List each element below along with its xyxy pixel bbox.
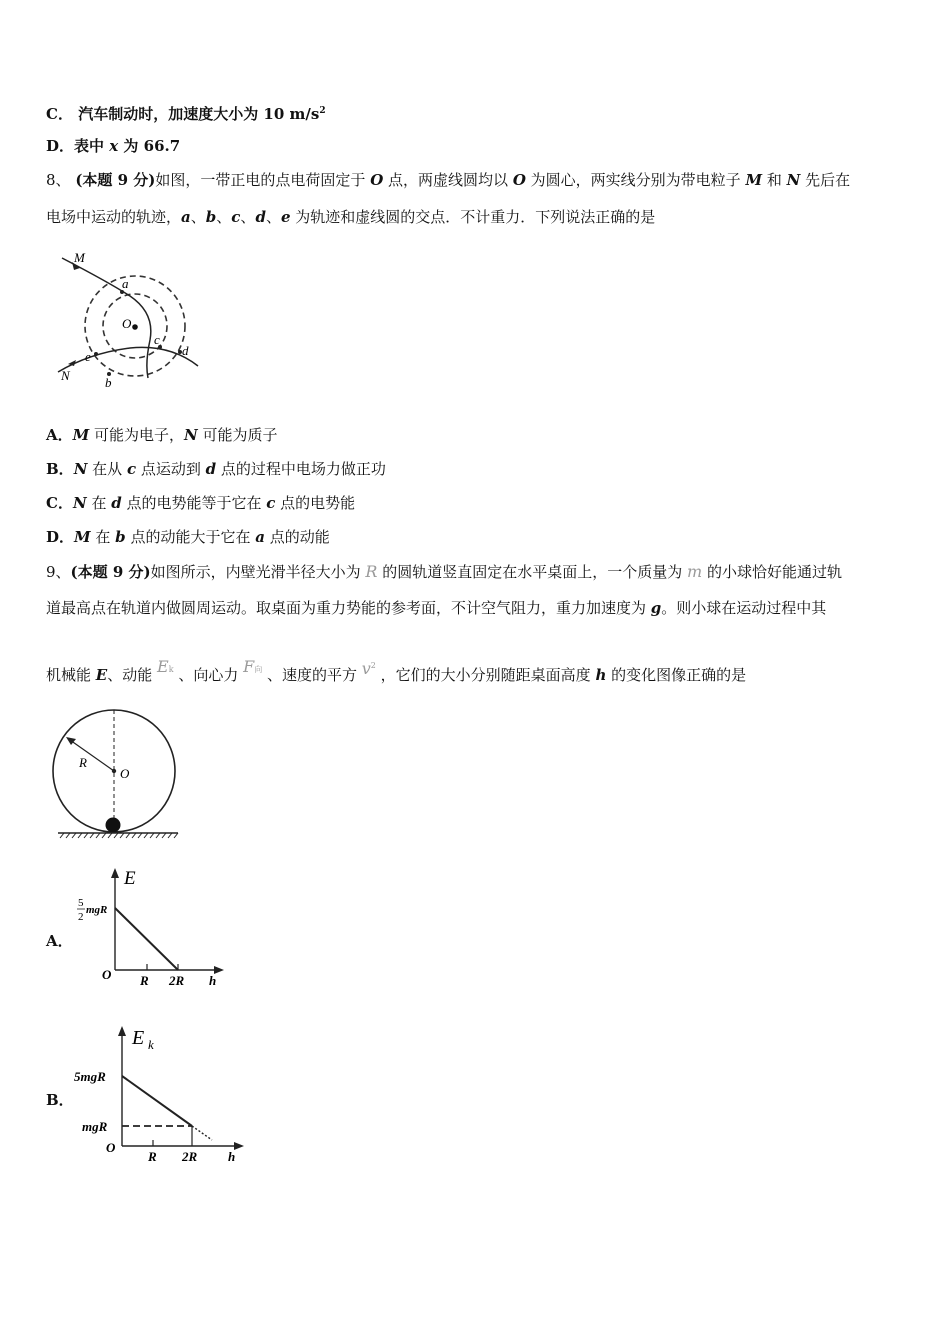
x-label: h — [209, 973, 217, 988]
x-tick-label: R — [148, 1149, 157, 1164]
variable: c — [266, 494, 276, 512]
math-superscript: 2 — [370, 661, 376, 670]
label-r: R — [79, 755, 87, 770]
q7-option-d — [46, 136, 180, 156]
radius-line — [70, 740, 114, 771]
label-o: O — [120, 766, 130, 781]
energy-line — [115, 908, 178, 970]
variable: d — [205, 460, 217, 478]
trajectory-m — [62, 258, 151, 378]
label-e: e — [85, 349, 91, 364]
variable: c — [126, 460, 137, 478]
q8-option-d — [46, 527, 330, 547]
math-var-m: m — [687, 562, 703, 581]
variable: E — [95, 666, 108, 684]
label-a: a — [122, 276, 129, 291]
option-label: B． — [46, 460, 74, 478]
stem-text: 为轨迹和虚线圆的交点．不计重力．下列说法正确的是 — [290, 208, 656, 226]
stem-text: 、动能 — [107, 666, 157, 684]
math-subscript: k — [168, 665, 174, 674]
option-label: D． — [46, 137, 75, 155]
q7-option-c — [46, 101, 326, 124]
option-text: 可能为电子， — [89, 426, 185, 444]
variable: c — [231, 208, 241, 226]
q9-stem-line2 — [46, 598, 826, 618]
variable: e — [280, 208, 291, 226]
q8-stem-line2 — [46, 207, 655, 227]
option-text: 在 — [86, 494, 112, 512]
question-score: (本题 9 分) — [70, 563, 151, 581]
label-b: b — [105, 375, 112, 390]
y-value-unit: mgR — [86, 904, 108, 916]
origin-label: O — [106, 1140, 116, 1155]
x-tick-label: R — [140, 973, 149, 988]
kinetic-energy-line — [122, 1076, 192, 1126]
option-text: 在从 — [87, 460, 127, 478]
variable: a — [255, 528, 265, 546]
separator: 、 — [190, 208, 206, 226]
separator: 、 — [240, 208, 256, 226]
stem-text: 先后在 — [800, 171, 851, 189]
math-var-f: F — [243, 657, 255, 676]
variable: O — [512, 171, 526, 189]
stem-text: 的变化图像正确的是 — [606, 666, 747, 684]
separator: 、 — [265, 208, 281, 226]
stem-text: 、向心力 — [173, 666, 244, 684]
label-m: M — [74, 250, 85, 265]
y-tick-label: mgR — [82, 1119, 108, 1134]
label-n: N — [61, 368, 70, 383]
graph-b — [72, 1022, 252, 1164]
y-axis-arrow — [118, 1026, 126, 1036]
variable: N — [73, 460, 88, 478]
graph-b-label: B． — [46, 1091, 74, 1109]
trajectory-n — [58, 347, 198, 372]
label-o: O — [122, 316, 132, 331]
variable: b — [205, 208, 217, 226]
variable: b — [115, 528, 126, 546]
y-axis-arrow — [111, 868, 119, 878]
variable: g — [650, 599, 662, 617]
graph-a-label: A． — [46, 932, 73, 950]
x-tick-label: 2R — [182, 1149, 198, 1164]
stem-text: 道最高点在轨道内做圆周运动。取桌面为重力势能的参考面，不计空气阻力，重力加速度为 — [46, 599, 651, 617]
stem-text: 。则小球在运动过程中其 — [661, 599, 827, 617]
option-text: 可能为质子 — [197, 426, 278, 444]
q8-option-c — [46, 493, 355, 513]
y-value-denominator: 2 — [78, 911, 84, 923]
stem-text: ，它们的大小分别随距桌面高度 — [375, 666, 596, 684]
option-text: 点的动能大于它在 — [125, 528, 256, 546]
point-e — [94, 352, 98, 356]
option-label: C． — [46, 494, 73, 512]
variable: N — [72, 494, 87, 512]
variable: a — [181, 208, 191, 226]
charge-point-o — [132, 324, 138, 330]
label-d: d — [182, 343, 189, 358]
stem-text: 机械能 — [46, 666, 96, 684]
option-text: 为 66.7 — [118, 137, 181, 155]
option-text: 点的过程中电场力做正功 — [216, 460, 386, 478]
variable: N — [786, 171, 801, 189]
variable: d — [111, 494, 122, 512]
q9-track-figure — [52, 705, 184, 840]
variable: M — [745, 171, 763, 189]
stem-text: 点，两虚线圆均以 — [383, 171, 513, 189]
y-value-numerator: 5 — [78, 897, 84, 909]
q8-option-a — [46, 425, 278, 445]
option-text: 点的电势能 — [275, 494, 356, 512]
option-text: 表中 — [74, 137, 110, 155]
stem-text: 的圆轨道竖直固定在水平桌面上，一个质量为 — [377, 563, 687, 581]
stem-text: 电场中运动的轨迹， — [46, 208, 182, 226]
q9-stem-line1 — [46, 562, 842, 582]
ball — [106, 818, 121, 833]
option-text: 点的电势能等于它在 — [121, 494, 267, 512]
label-c: c — [154, 332, 160, 347]
option-text: 汽车制动时，加速度大小为 10 m/s — [78, 105, 320, 123]
superscript: 2 — [319, 106, 326, 116]
dotted-extension — [192, 1126, 212, 1140]
x-label: h — [228, 1149, 236, 1164]
q8-trajectory-figure — [50, 248, 210, 408]
variable: x — [109, 137, 119, 155]
q8-stem-line1 — [46, 170, 850, 190]
stem-text: 为圆心，两实线分别为带电粒子 — [525, 171, 746, 189]
question-score: (本题 9 分) — [75, 171, 156, 189]
stem-text: 如图所示，内壁光滑半径大小为 — [150, 563, 366, 581]
stem-text: 和 — [762, 171, 787, 189]
x-axis-arrow — [234, 1142, 244, 1150]
stem-text: 、速度的平方 — [262, 666, 362, 684]
variable: O — [370, 171, 384, 189]
y-label: E — [132, 1027, 145, 1049]
math-var-ek: E — [157, 657, 169, 676]
option-label: A． — [46, 426, 73, 444]
question-number: 9、 — [46, 563, 71, 581]
variable: d — [255, 208, 266, 226]
math-subscript: 向 — [254, 665, 263, 674]
y-label: E — [124, 868, 136, 889]
stem-text: 如图，一带正电的点电荷固定于 — [155, 171, 371, 189]
y-label-subscript: k — [148, 1037, 154, 1052]
math-var-r: R — [365, 562, 378, 581]
graph-a — [72, 866, 232, 992]
option-text: 在 — [90, 528, 116, 546]
option-text: 点的动能 — [264, 528, 330, 546]
table-hatching — [60, 833, 178, 838]
variable: M — [72, 426, 90, 444]
option-label: C． — [46, 105, 73, 123]
origin-label: O — [102, 967, 112, 982]
question-number: 8、 — [46, 171, 71, 189]
option-label: D． — [46, 528, 75, 546]
y-tick-label: 5mgR — [74, 1069, 106, 1084]
math-var-v: v — [361, 659, 371, 678]
q8-option-b — [46, 459, 386, 479]
q9-stem-line3 — [46, 657, 747, 690]
option-text: 点运动到 — [136, 460, 206, 478]
variable: h — [595, 666, 607, 684]
x-tick-label: 2R — [169, 973, 185, 988]
separator: 、 — [216, 208, 232, 226]
variable: N — [184, 426, 198, 444]
variable: M — [74, 528, 91, 546]
stem-text: 的小球恰好能通过轨 — [702, 563, 842, 581]
